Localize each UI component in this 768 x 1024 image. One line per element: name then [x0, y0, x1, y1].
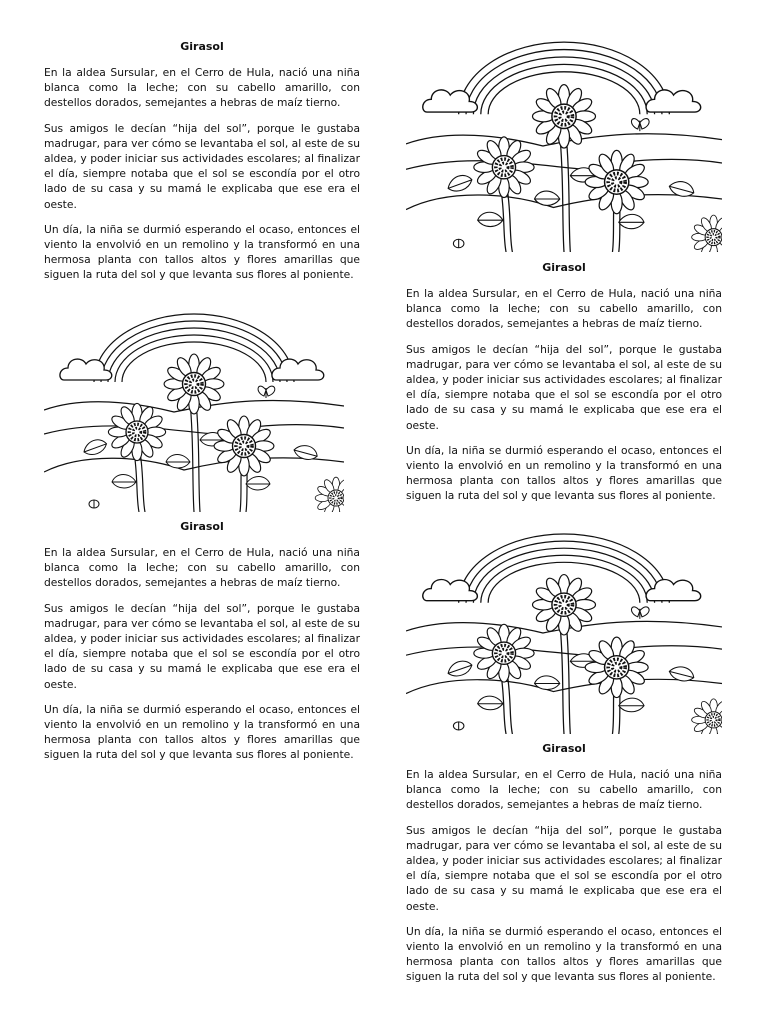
story-title: Girasol: [542, 261, 586, 274]
story-block-3: [406, 261, 722, 514]
story-title: Girasol: [542, 742, 586, 755]
story-paragraph-1: En la aldea Sursular, en el Cerro de Hula, nació una niña blanca como la leche; con su cabello amarillo, con destellos dorados, semejantes a hebras de maíz tierno.: [406, 768, 722, 812]
story-block-1: [44, 40, 360, 293]
story-paragraph-2: Sus amigos le decían “hija del sol”, porque le gustaba madrugar, para ver cómo se levantaba el sol, al este de su aldea, y poder iniciar sus actividades escolares; al finalizar el día, siempre notaba que el sol se escondía por el otro lado de su casa y su mamá le explicaba que ese era el oeste.: [406, 823, 722, 913]
story-paragraph-3: Un día, la niña se durmió esperando el ocaso, entonces el viento la envolvió en un remolino y la transformó en una hermosa planta con tallos altos y flores amarillas que siguen la ruta del sol y que levanta sus flores al poniente.: [44, 702, 360, 762]
story-title: Girasol: [180, 520, 224, 533]
story-paragraph-3: Un día, la niña se durmió esperando el ocaso, entonces el viento la envolvió en un remolino y la transformó en una hermosa planta con tallos altos y flores amarillas que siguen la ruta del sol y que levanta sus flores al poniente.: [406, 443, 722, 503]
story-paragraph-1: En la aldea Sursular, en el Cerro de Hula, nació una niña blanca como la leche; con su cabello amarillo, con destellos dorados, semejantes a hebras de maíz tierno.: [406, 287, 722, 331]
story-paragraph-1: En la aldea Sursular, en el Cerro de Hula, nació una niña blanca como la leche; con su cabello amarillo, con destellos dorados, semejantes a hebras de maíz tierno.: [44, 546, 360, 590]
story-block-2: [44, 520, 360, 773]
sunflower-rainbow-illustration: [406, 532, 722, 734]
story-paragraph-2: Sus amigos le decían “hija del sol”, porque le gustaba madrugar, para ver cómo se levantaba el sol, al este de su aldea, y poder iniciar sus actividades escolares; al finalizar el día, siempre notaba que el sol se escondía por el otro lado de su casa y su mamá le explicaba que ese era el oeste.: [44, 601, 360, 691]
sunflower-rainbow-illustration: [406, 40, 722, 252]
story-paragraph-3: Un día, la niña se durmió esperando el ocaso, entonces el viento la envolvió en un remolino y la transformó en una hermosa planta con tallos altos y flores amarillas que siguen la ruta del sol y que levanta sus flores al poniente.: [44, 222, 360, 282]
story-paragraph-1: En la aldea Sursular, en el Cerro de Hula, nació una niña blanca como la leche; con su cabello amarillo, con destellos dorados, semejantes a hebras de maíz tierno.: [44, 66, 360, 110]
story-paragraph-3: Un día, la niña se durmió esperando el ocaso, entonces el viento la envolvió en un remolino y la transformó en una hermosa planta con tallos altos y flores amarillas que siguen la ruta del sol y que levanta sus flores al poniente.: [406, 924, 722, 984]
story-title: Girasol: [180, 40, 224, 53]
story-paragraph-2: Sus amigos le decían “hija del sol”, porque le gustaba madrugar, para ver cómo se levantaba el sol, al este de su aldea, y poder iniciar sus actividades escolares; al finalizar el día, siempre notaba que el sol se escondía por el otro lado de su casa y su mamá le explicaba que ese era el oeste.: [406, 342, 722, 432]
sunflower-rainbow-illustration: [44, 312, 344, 512]
story-block-4: [406, 742, 722, 1024]
story-paragraph-2: Sus amigos le decían “hija del sol”, porque le gustaba madrugar, para ver cómo se levantaba el sol, al este de su aldea, y poder iniciar sus actividades escolares; al finalizar el día, siempre notaba que el sol se escondía por el otro lado de su casa y su mamá le explicaba que ese era el oeste.: [44, 121, 360, 211]
